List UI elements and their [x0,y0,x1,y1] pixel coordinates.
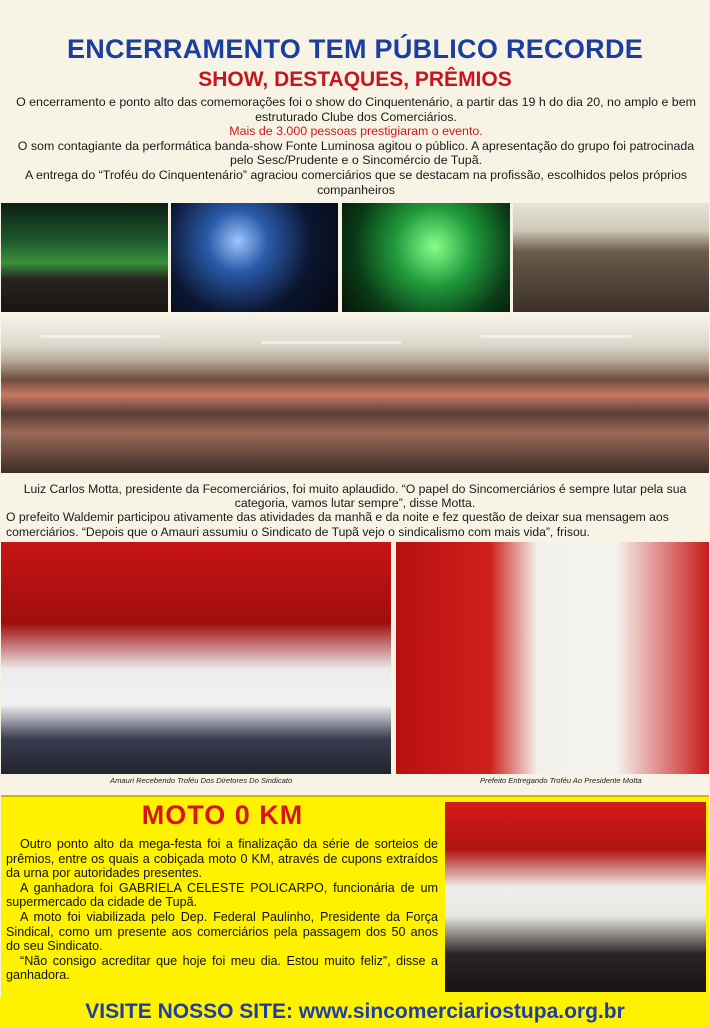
photo-crowd-panorama [1,317,709,473]
body-paragraph-2: O prefeito Waldemir participou ativamente das atividades da manhã e da noite e fez questão de deixar sua mensagem aos comerciários. “Depois que o Amauri assumiu o Sindicato de Tupã vejo o sindicalismo com mais vida”, frisou. [6,510,669,539]
intro-paragraph-2: O som contagiante da performática banda-show Fonte Luminosa agitou o público. A apresentação do grupo foi patrocinada pelo Sesc/Prudente e o Sincomércio de Tupã. [17,138,695,168]
photo-moto-winner [445,802,706,992]
moto-article [6,837,438,983]
intro-paragraph-1: O encerramento e ponto alto das comemorações foi o show do Cinquentenário, a partir das 19 h do dia 20, no amplo e bem estruturado Clube dos Comerciários. [16,95,696,124]
footer-site-link[interactable]: VISITE NOSSO SITE: www.sincomerciariostupa.org.br [85,1000,625,1023]
photo-trophy-directors [1,542,391,774]
photo-show-stage-green [342,203,510,312]
footer-site-banner[interactable] [0,997,710,1027]
moto-title: MOTO 0 KM [141,800,304,830]
intro-highlight: Mais de 3.000 pessoas prestigiaram o evento. [229,124,483,139]
photo-show-stage-1 [1,203,168,312]
caption-left: Amauri Recebendo Troféu Dos Diretores Do Sindicato [110,776,293,785]
page-headline: ENCERRAMENTO TEM PÚBLICO RECORDE [66,34,644,64]
photo-crowd-hall [513,203,709,312]
moto-paragraph-4: “Não consigo acreditar que hoje foi meu dia. Estou muito feliz”, disse a ganhadora. [6,953,438,983]
photo-show-dancers [171,203,338,312]
moto-paragraph-1: Outro ponto alto da mega-festa foi a finalização da série de sorteios de prêmios, entre os quais a cobiçada moto 0 KM, através de cupons extraídos da urna por autoridades presentes. [6,837,438,881]
moto-paragraph-3: A moto foi viabilizada pelo Dep. Federal Paulinho, Presidente da Força Sindical, como um presente aos comerciários pela passagem dos 50 anos do seu Sindicato. [6,909,438,954]
photo-mayor-trophy [396,542,709,774]
intro-section [16,95,696,197]
body-section [0,482,710,539]
intro-paragraph-3: A entrega do “Troféu do Cinquentenário” agraciou comerciários que se destacam na profissão, escolhidos pelos próprios companheiros [24,167,688,197]
body-paragraph-1: Luiz Carlos Motta, presidente da Fecomerciários, foi muito aplaudido. “O papel do Sincomerciários é sempre lutar pela sua categoria, vamos lutar sempre”, disse Motta. [23,482,687,511]
caption-right: Prefeito Entregando Troféu Ao Presidente Motta [480,776,642,785]
moto-paragraph-2: A ganhadora foi GABRIELA CELESTE POLICARPO, funcionária de um supermercado da cidade de Tupã. [6,880,438,910]
page-subheadline: SHOW, DESTAQUES, PRÊMIOS [198,68,512,91]
